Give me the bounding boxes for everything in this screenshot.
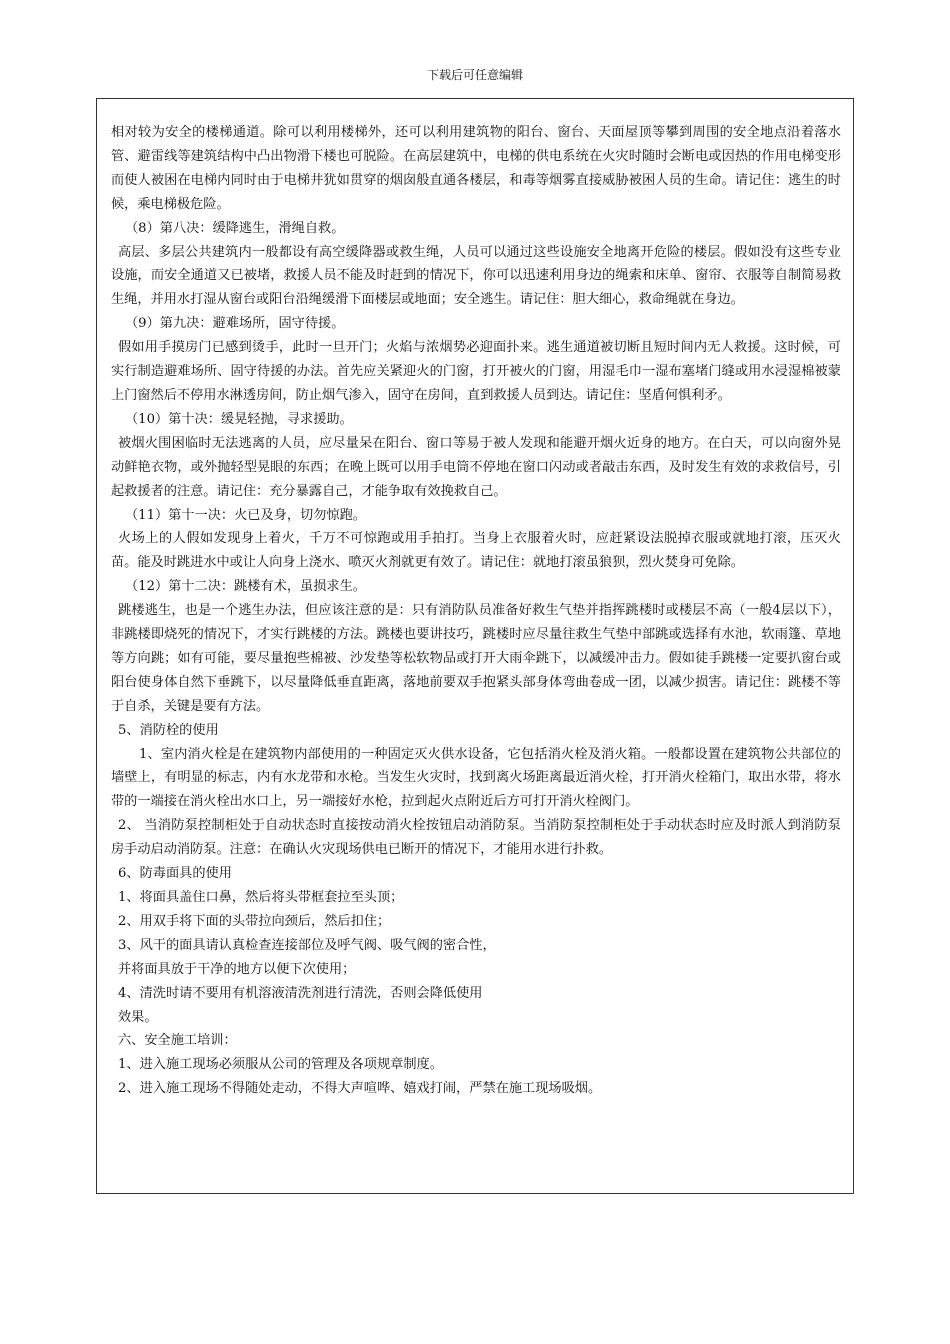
paragraph-hydrant-2: 2、 当消防泵控制柜处于自动状态时直接按动消火栓按钮启动消防泵。当消防泵控制柜处于手动状态时应及时派人到消防泵房手动启动消防泵。注意：在确认火灾现场供电已断开的情况下，才能用水进行扑救。 [111, 818, 841, 858]
section-heading-gas-mask: 6、防毒面具的使用 [118, 866, 232, 882]
heading-rule-11: （11）第十一决：火已及身，切勿惊跑。 [125, 507, 366, 523]
page-header: 下载后可任意编辑 [426, 68, 523, 82]
section-heading-construction-training: 六、安全施工培训： [118, 1033, 237, 1049]
list-item-gas-mask-4-cont: 效果。 [118, 1009, 158, 1025]
paragraph-elevator-warning: 相对较为安全的楼梯通道。除可以利用楼梯外，还可以利用建筑物的阳台、窗台、天面屋顶等攀到周围的安全地点沿着落水管、避雷线等建筑结构中凸出物滑下楼也可脱险。在高层建筑中，电梯的供电系统在火灾时随时会断电或因热的作用电梯变形而使人被困在电梯内同时由于电梯井犹如贯穿的烟囱般直通各楼层，和毒等烟雾直接威胁被困人员的生命。请记住：逃生的时候，乘电梯极危险。 [111, 125, 841, 212]
list-item-training-2: 2、进入施工现场不得随处走动，不得大声喧哗、嬉戏打闹，严禁在施工现场吸烟。 [118, 1081, 602, 1097]
content-frame [96, 98, 854, 1194]
heading-rule-9: （9）第九决：避难场所，固守待援。 [125, 316, 345, 332]
paragraph-rule-12: 跳楼逃生，也是一个逃生办法，但应该注意的是：只有消防队员准备好救生气垫并指挥跳楼时或楼层不高（一般4层以下），非跳楼即烧死的情况下，才实行跳楼的方法。跳楼也要讲技巧，跳楼时应尽量往救生气垫中部跳或选择有水池，软雨篷、草地等方向跳；如有可能，要尽量抱些棉被、沙发垫等松软物品或打开大雨伞跳下，以减缓冲击力。假如徒手跳楼一定要扒窗台或阳台使身体自然下垂跳下，以尽量降低垂直距离，落地前要双手抱紧头部身体弯曲卷成一团，以减少损害。请记住：跳楼不等于自杀，关键是要有方法。 [111, 603, 841, 714]
paragraph-rule-10: 被烟火围困临时无法逃离的人员，应尽量呆在阳台、窗口等易于被人发现和能避开烟火近身的地方。在白天，可以向窗外晃动鲜艳衣物，或外抛轻型晃眼的东西；在晚上既可以用手电筒不停地在窗口闪动或者敲击东西，及时发生有效的求救信号，引起救援者的注意。请记住：充分暴露自己，才能争取有效挽救自己。 [111, 435, 841, 499]
heading-rule-8: （8）第八决：缓降逃生，滑绳自救。 [125, 220, 345, 236]
list-item-gas-mask-2: 2、用双手将下面的头带拉向颈后，然后扣住； [118, 913, 391, 929]
heading-rule-12: （12）第十二决：跳楼有术，虽损求生。 [125, 579, 366, 595]
paragraph-rule-9: 假如用手摸房门已感到烫手，此时一旦开门；火焰与浓烟势必迎面扑来。逃生通道被切断且短时间内无人救援。这时候，可实行制造避难场所、固守待援的办法。首先应关紧迎火的门窗，打开被火的门窗，用湿毛巾一湿布塞堵门缝或用水浸湿棉被蒙上门窗然后不停用水淋透房间，防止烟气渗入，固守在房间，直到救援人员到达。请记住：坚盾何惧利矛。 [111, 340, 841, 403]
heading-rule-10: （10）第十决：缓晃轻抛，寻求援助。 [125, 411, 353, 427]
list-item-gas-mask-3-cont: 并将面具放于干净的地方以便下次使用； [118, 961, 356, 977]
list-item-gas-mask-3: 3、风干的面具请认真检查连接部位及呼气阀、吸气阀的密合性， [118, 937, 496, 953]
list-item-gas-mask-4: 4、清洗时请不要用有机溶液清洗剂进行清洗，否则会降低使用 [118, 985, 483, 1001]
list-item-gas-mask-1: 1、将面具盖住口鼻，然后将头带框套拉至头顶； [118, 890, 404, 905]
paragraph-rule-8: 高层、多层公共建筑内一般都设有高空缓降器或救生绳，人员可以通过这些设施安全地离开危险的楼层。假如没有这些专业设施，而安全通道又已被堵，救援人员不能及时赶到的情况下，你可以迅速利用身边的绳索和床单、窗帘、衣服等自制简易救生绳，并用水打湿从窗台或阳台沿绳缓滑下面楼层或地面；安全逃生。请记住：胆大细心，救命绳就在身边。 [111, 244, 841, 308]
paragraph-hydrant-1: 1、室内消火栓是在建筑物内部使用的一种固定灭火供水设备，它包括消火栓及消火箱。一般都设置在建筑物公共部位的墙壁上，有明显的标志，内有水龙带和水枪。当发生火灾时，找到离火场距离最近消火栓，打开消火栓箱门，取出水带，将水带的一端接在消火栓出水口上，另一端接好水枪，拉到起火点附近后方可打开消火栓阀门。 [111, 746, 841, 810]
section-heading-hydrant: 5、消防栓的使用 [118, 722, 219, 738]
document-body [111, 121, 841, 1101]
list-item-training-1: 1、进入施工现场必须服从公司的管理及各项规章制度。 [118, 1057, 443, 1073]
paragraph-rule-11: 火场上的人假如发现身上着火，千万不可惊跑或用手拍打。当身上衣服着火时，应赶紧设法脱掉衣服或就地打滚，压灭火苗。能及时跳进水中或让人向身上浇水、喷灭火剂就更有效了。请记住：就地打滚虽狼狈，烈火焚身可免除。 [111, 531, 841, 571]
